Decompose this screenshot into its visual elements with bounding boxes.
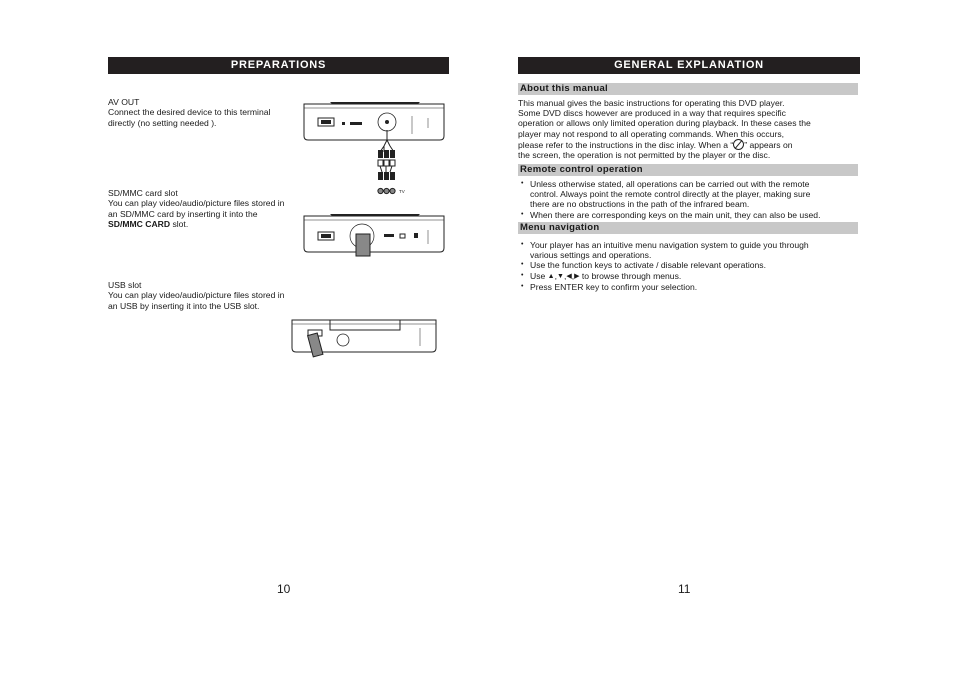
bullet-line-end: to browse through menus. <box>579 270 682 281</box>
remote-control-text <box>518 179 868 220</box>
menu-navigation-heading: Menu navigation <box>518 222 858 234</box>
right-page <box>477 0 954 676</box>
usb-slot-line: an USB by inserting it into the USB slot. <box>108 300 260 311</box>
bullet-line: various settings and operations. <box>530 250 652 261</box>
sd-slot-section <box>108 188 318 230</box>
about-line: the screen, the operation is not permitted by the player or the disc. <box>518 150 771 161</box>
menu-navigation-text <box>518 240 868 292</box>
sd-slot-line: an SD/MMC card by inserting it into the <box>108 208 258 219</box>
usb-slot-title: USB slot <box>108 280 142 290</box>
arrow-up-icon: ▲ <box>547 272 555 280</box>
prohibited-icon <box>733 139 744 150</box>
sd-slot-title: SD/MMC card slot <box>108 188 178 198</box>
bullet-line: Your player has an intuitive menu navigation system to guide you through <box>530 240 809 250</box>
about-line-start: please refer to the instructions in the disc inlay. When a “ <box>518 139 734 150</box>
arrow-left-icon: ◀ <box>566 272 572 280</box>
usb-slot-section <box>108 280 318 311</box>
bullet-line-start: Use <box>530 270 548 281</box>
page-number: 11 <box>678 582 691 596</box>
about-line: operation or allows only limited operation during playback. In these cases the <box>518 118 811 129</box>
arrow-right-icon: ▶ <box>574 272 580 280</box>
bullet-item: • Press ENTER key to confirm your selection. <box>518 282 868 292</box>
av-out-illustration <box>300 96 448 198</box>
page-number: 10 <box>277 582 291 596</box>
arrow-down-icon: ▼ <box>557 272 564 280</box>
sd-card-bold-label: SD/MMC CARD <box>108 219 171 230</box>
bullet-item: • Use ▲,▼,◀,▶ to browse through menus. <box>518 271 868 282</box>
bullet-line: control. Always point the remote control directly at the player, making sure <box>530 189 811 200</box>
bullet-item: • Use the function keys to activate / disable relevant operations. <box>518 260 868 270</box>
about-manual-text <box>518 98 868 160</box>
av-out-section <box>108 97 318 128</box>
sd-card-illustration <box>300 212 448 260</box>
av-out-line: Connect the desired device to this terminal <box>108 107 271 118</box>
av-out-title: AV OUT <box>108 97 140 107</box>
general-explanation-banner: GENERAL EXPLANATION <box>518 57 860 74</box>
about-line-end: ” appears on <box>744 139 793 150</box>
usb-slot-line: You can play video/audio/picture files stored in <box>108 290 285 301</box>
usb-illustration <box>288 316 440 360</box>
preparations-banner: PREPARATIONS <box>108 57 449 74</box>
about-line: player may not respond to all operating commands. When this occurs, <box>518 128 785 139</box>
remote-control-heading: Remote control operation <box>518 164 858 176</box>
sd-slot-line <box>108 219 318 229</box>
sd-slot-line: You can play video/audio/picture files stored in <box>108 198 285 209</box>
about-manual-heading: About this manual <box>518 83 858 95</box>
about-line: This manual gives the basic instructions for operating this DVD player. <box>518 98 785 108</box>
about-line <box>518 139 868 150</box>
bullet-item: • When there are corresponding keys on the main unit, they can also be used. <box>518 210 868 220</box>
about-line: Some DVD discs however are produced in a way that requires specific <box>518 108 786 119</box>
bullet-line: there are no obstructions in the path of the infrared beam. <box>530 199 750 210</box>
sd-slot-line-rest: slot. <box>170 219 189 230</box>
bullet-line: Unless otherwise stated, all operations can be carried out with the remote <box>530 179 810 189</box>
bullet-item <box>518 240 868 260</box>
av-out-line: directly (no setting needed ). <box>108 117 217 128</box>
tv-label: TV <box>399 189 405 194</box>
bullet-item <box>518 179 868 210</box>
